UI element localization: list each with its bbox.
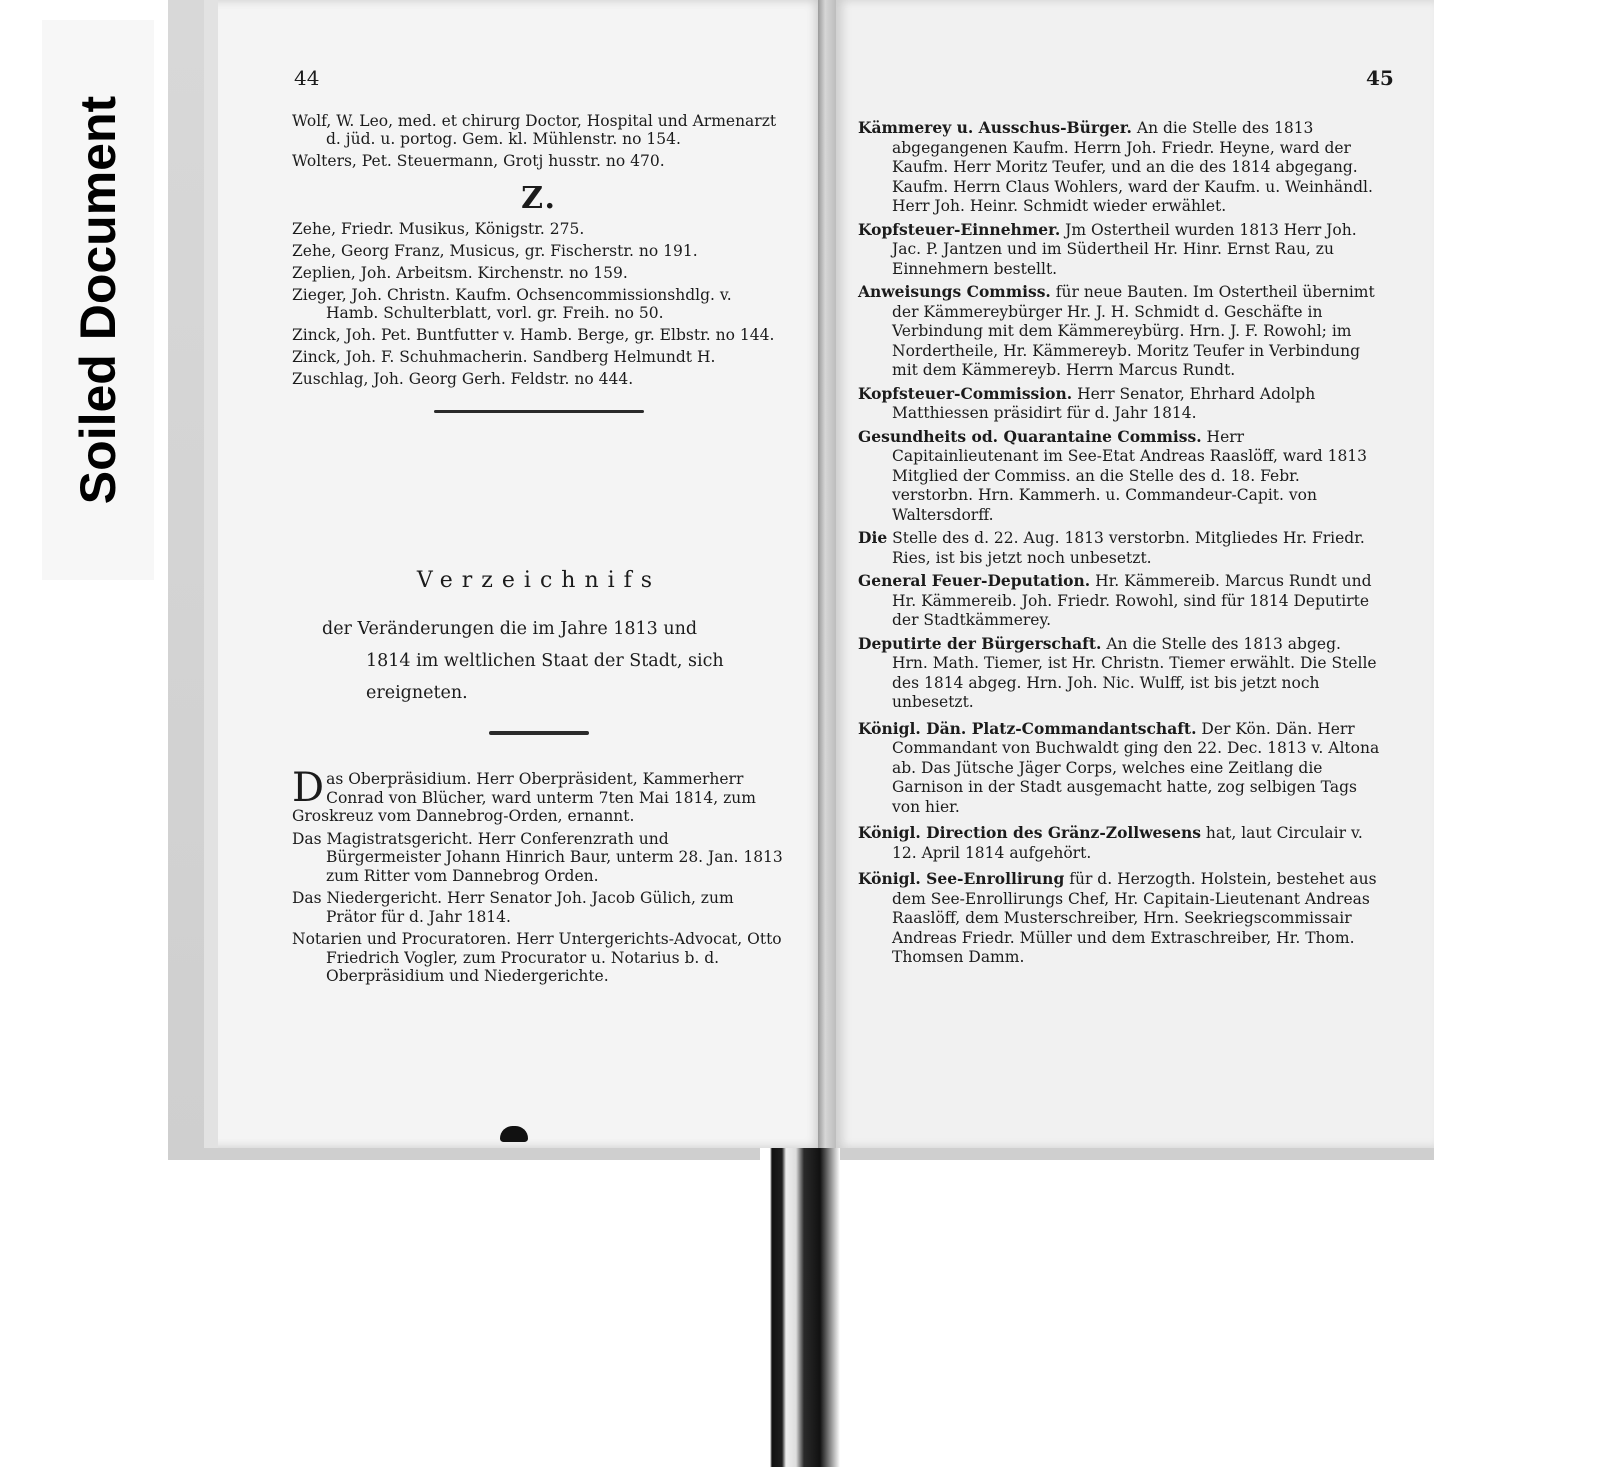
entry-wolf: Wolf, W. Leo, med. et chirurg Doctor, Hospital und Armenarzt d. jüd. u. portog. Gem. kl. Mühlenstr. no 154. xyxy=(292,112,777,148)
entry-z: Zeplien, Joh. Arbeitsm. Kirchenstr. no 159. xyxy=(292,264,628,282)
entry-niedergericht: Das Niedergericht. Herr Senator Joh. Jacob Gülich, zum Prätor für d. Jahr 1814. xyxy=(292,889,734,926)
entry-kopfsteuer-einnehmer: Kopfsteuer-Einnehmer. Jm Ostertheil wurden 1813 Herr Joh. Jac. P. Jantzen und im Südertheil Hr. Hinr. Ernst Rau, zu Einnehmern bestellt. xyxy=(858,219,1357,278)
entry-z: Zieger, Joh. Christn. Kaufm. Ochsencommissionshdlg. v. Hamb. Schulterblatt, vorl. gr. Freih. no 50. xyxy=(292,286,732,322)
left-page xyxy=(204,0,822,1148)
heading-title: Verzeichnifs xyxy=(416,568,662,593)
entry-zollwesen: Königl. Direction des Gränz-Zollwesens hat, laut Circulair v. 12. April 1814 aufgehört. xyxy=(858,823,1363,862)
entry-magistratsgericht: Das Magistratsgericht. Herr Conferenzrath und Bürgermeister Johann Hinrich Baur, unterm 28. Jan. 1813 zum Ritter vom Dannebrog Orden. xyxy=(292,829,783,885)
entry-feuer-deputation: General Feuer-Deputation. Hr. Kämmereib. Marcus Rundt und Hr. Kämmereib. Joh. Friedr. Rowohl, sind für 1814 Deputirte der Stadtkämmerey. xyxy=(858,571,1372,629)
left-page-number: 44 xyxy=(294,66,320,90)
entry-platz-commandantschaft: Königl. Dän. Platz-Commandantschaft. Der Kön. Dän. Herr Commandant von Buchwaldt ging den 22. Dec. 1813 v. Altona ab. Das Jütsche Jäger Corps, welches eine Zeitlang die Garnison in der Stadt ausgemacht hatte, zog selbigen Tags von hier. xyxy=(858,718,1380,816)
entry-z: Zehe, Friedr. Musikus, Königstr. 275. xyxy=(292,220,585,238)
entry-z: Zinck, Joh. F. Schuhmacherin. Sandberg Helmundt H. xyxy=(292,348,716,366)
section-heading xyxy=(292,568,786,757)
right-page xyxy=(836,0,1434,1148)
heading-line: ereigneten. xyxy=(366,683,468,703)
entry-z: Zehe, Georg Franz, Musicus, gr. Fischerstr. no 191. xyxy=(292,242,698,260)
heading-line: 1814 im weltlichen Staat der Stadt, sich xyxy=(366,651,724,671)
entry-gesundheits: Gesundheits od. Quarantaine Commiss. Herr Capitainlieutenant im See-Etat Andreas Raaslöff, ward 1813 Mitglied der Commiss. an die Stelle des d. 18. Febr. verstorbn. Hrn. Kammerh. u. Commandeur-Capit. von Waltersdorff. xyxy=(858,426,1368,524)
entry-kaemmerey: Kämmerey u. Ausschus-Bürger. An die Stelle des 1813 abgegangenen Kaufm. Herrn Joh. Friedr. Heyne, ward der Kaufm. Herr Moritz Teufer, und an die des 1814 abgegang. Kaufm. Herrn Claus Wohlers, ward der Kaufm. u. Weinhändl. Herr Joh. Heinr. Schmidt wieder erwählet. xyxy=(858,118,1373,215)
divider-rule xyxy=(434,410,644,413)
document-label-text: Soiled Document xyxy=(70,95,126,505)
entry-notarien: Notarien und Procuratoren. Herr Untergerichts-Advocat, Otto Friedrich Vogler, zum Procurator u. Notarius b. d. Oberpräsidium und Niedergerichte. xyxy=(292,930,782,985)
section-letter: Z. xyxy=(521,181,557,216)
ink-smudge xyxy=(500,1126,528,1142)
heading-line: der Veränderungen die im Jahre 1813 und xyxy=(322,619,698,639)
entry-kopfsteuer-commission: Kopfsteuer-Commission. Herr Senator, Ehrhard Adolph Matthiessen präsidirt für d. Jahr 1814. xyxy=(858,383,1316,422)
book-spine xyxy=(760,1148,840,1467)
entry-wolters: Wolters, Pet. Steuermann, Grotj husstr. no 470. xyxy=(292,152,665,170)
changes-entries-right xyxy=(858,118,1380,971)
entry-oberpraesidium xyxy=(292,765,786,826)
entry-see-enrollirung: Königl. See-Enrollirung für d. Herzogth. Holstein, bestehet aus dem See-Enrollirungs Chef, Hr. Capitain-Lieutenant Andreas Raaslöff, dem Musterschreiber, Hrn. Seekriegscommissair Andreas Friedr. Müller und dem Extraschreiber, Hr. Thom. Thomsen Damm. xyxy=(858,869,1377,966)
book-gutter xyxy=(818,0,836,1148)
entry-stelle: Die Stelle des d. 22. Aug. 1813 verstorbn. Mitgliedes Hr. Friedr. Ries, ist bis jetzt noch unbesetzt. xyxy=(858,528,1365,567)
entry-z: Zinck, Joh. Pet. Buntfutter v. Hamb. Berge, gr. Elbstr. no 144. xyxy=(292,326,775,344)
changes-entries xyxy=(292,765,786,990)
directory-entries xyxy=(292,112,786,435)
entry-anweisungs: Anweisungs Commiss. für neue Bauten. Im Ostertheil übernimt der Kämmereybürger Hr. J. H. Schmidt d. Geschäfte in Verbindung mit dem Kämmereybürg. Hrn. J. F. Rowohl; im Nordertheile, Hr. Kämmereyb. Moritz Teufer in Verbindung mit dem Kämmereyb. Herrn Marcus Rundt. xyxy=(858,282,1375,379)
entry-z: Zuschlag, Joh. Georg Gerh. Feldstr. no 444. xyxy=(292,370,634,388)
document-label xyxy=(42,20,154,580)
drop-cap: D xyxy=(292,765,325,811)
divider-rule xyxy=(489,731,589,735)
heading-subtitle xyxy=(292,613,786,709)
entry-text: as Oberpräsidium. Herr Oberpräsident, Kammerherr Conrad von Blücher, ward unterm 7ten Mai 1814, zum Groskreuz vom Dannebrog-Orden, ernannt. xyxy=(292,770,756,825)
entry-deputirte: Deputirte der Bürgerschaft. An die Stelle des 1813 abgeg. Hrn. Math. Tiemer, ist Hr. Christn. Tiemer erwählt. Die Stelle des 1814 abgeg. Hrn. Joh. Nic. Wulff, ist bis jetzt noch unbesetzt. xyxy=(858,633,1377,711)
right-page-number: 45 xyxy=(1366,66,1394,90)
